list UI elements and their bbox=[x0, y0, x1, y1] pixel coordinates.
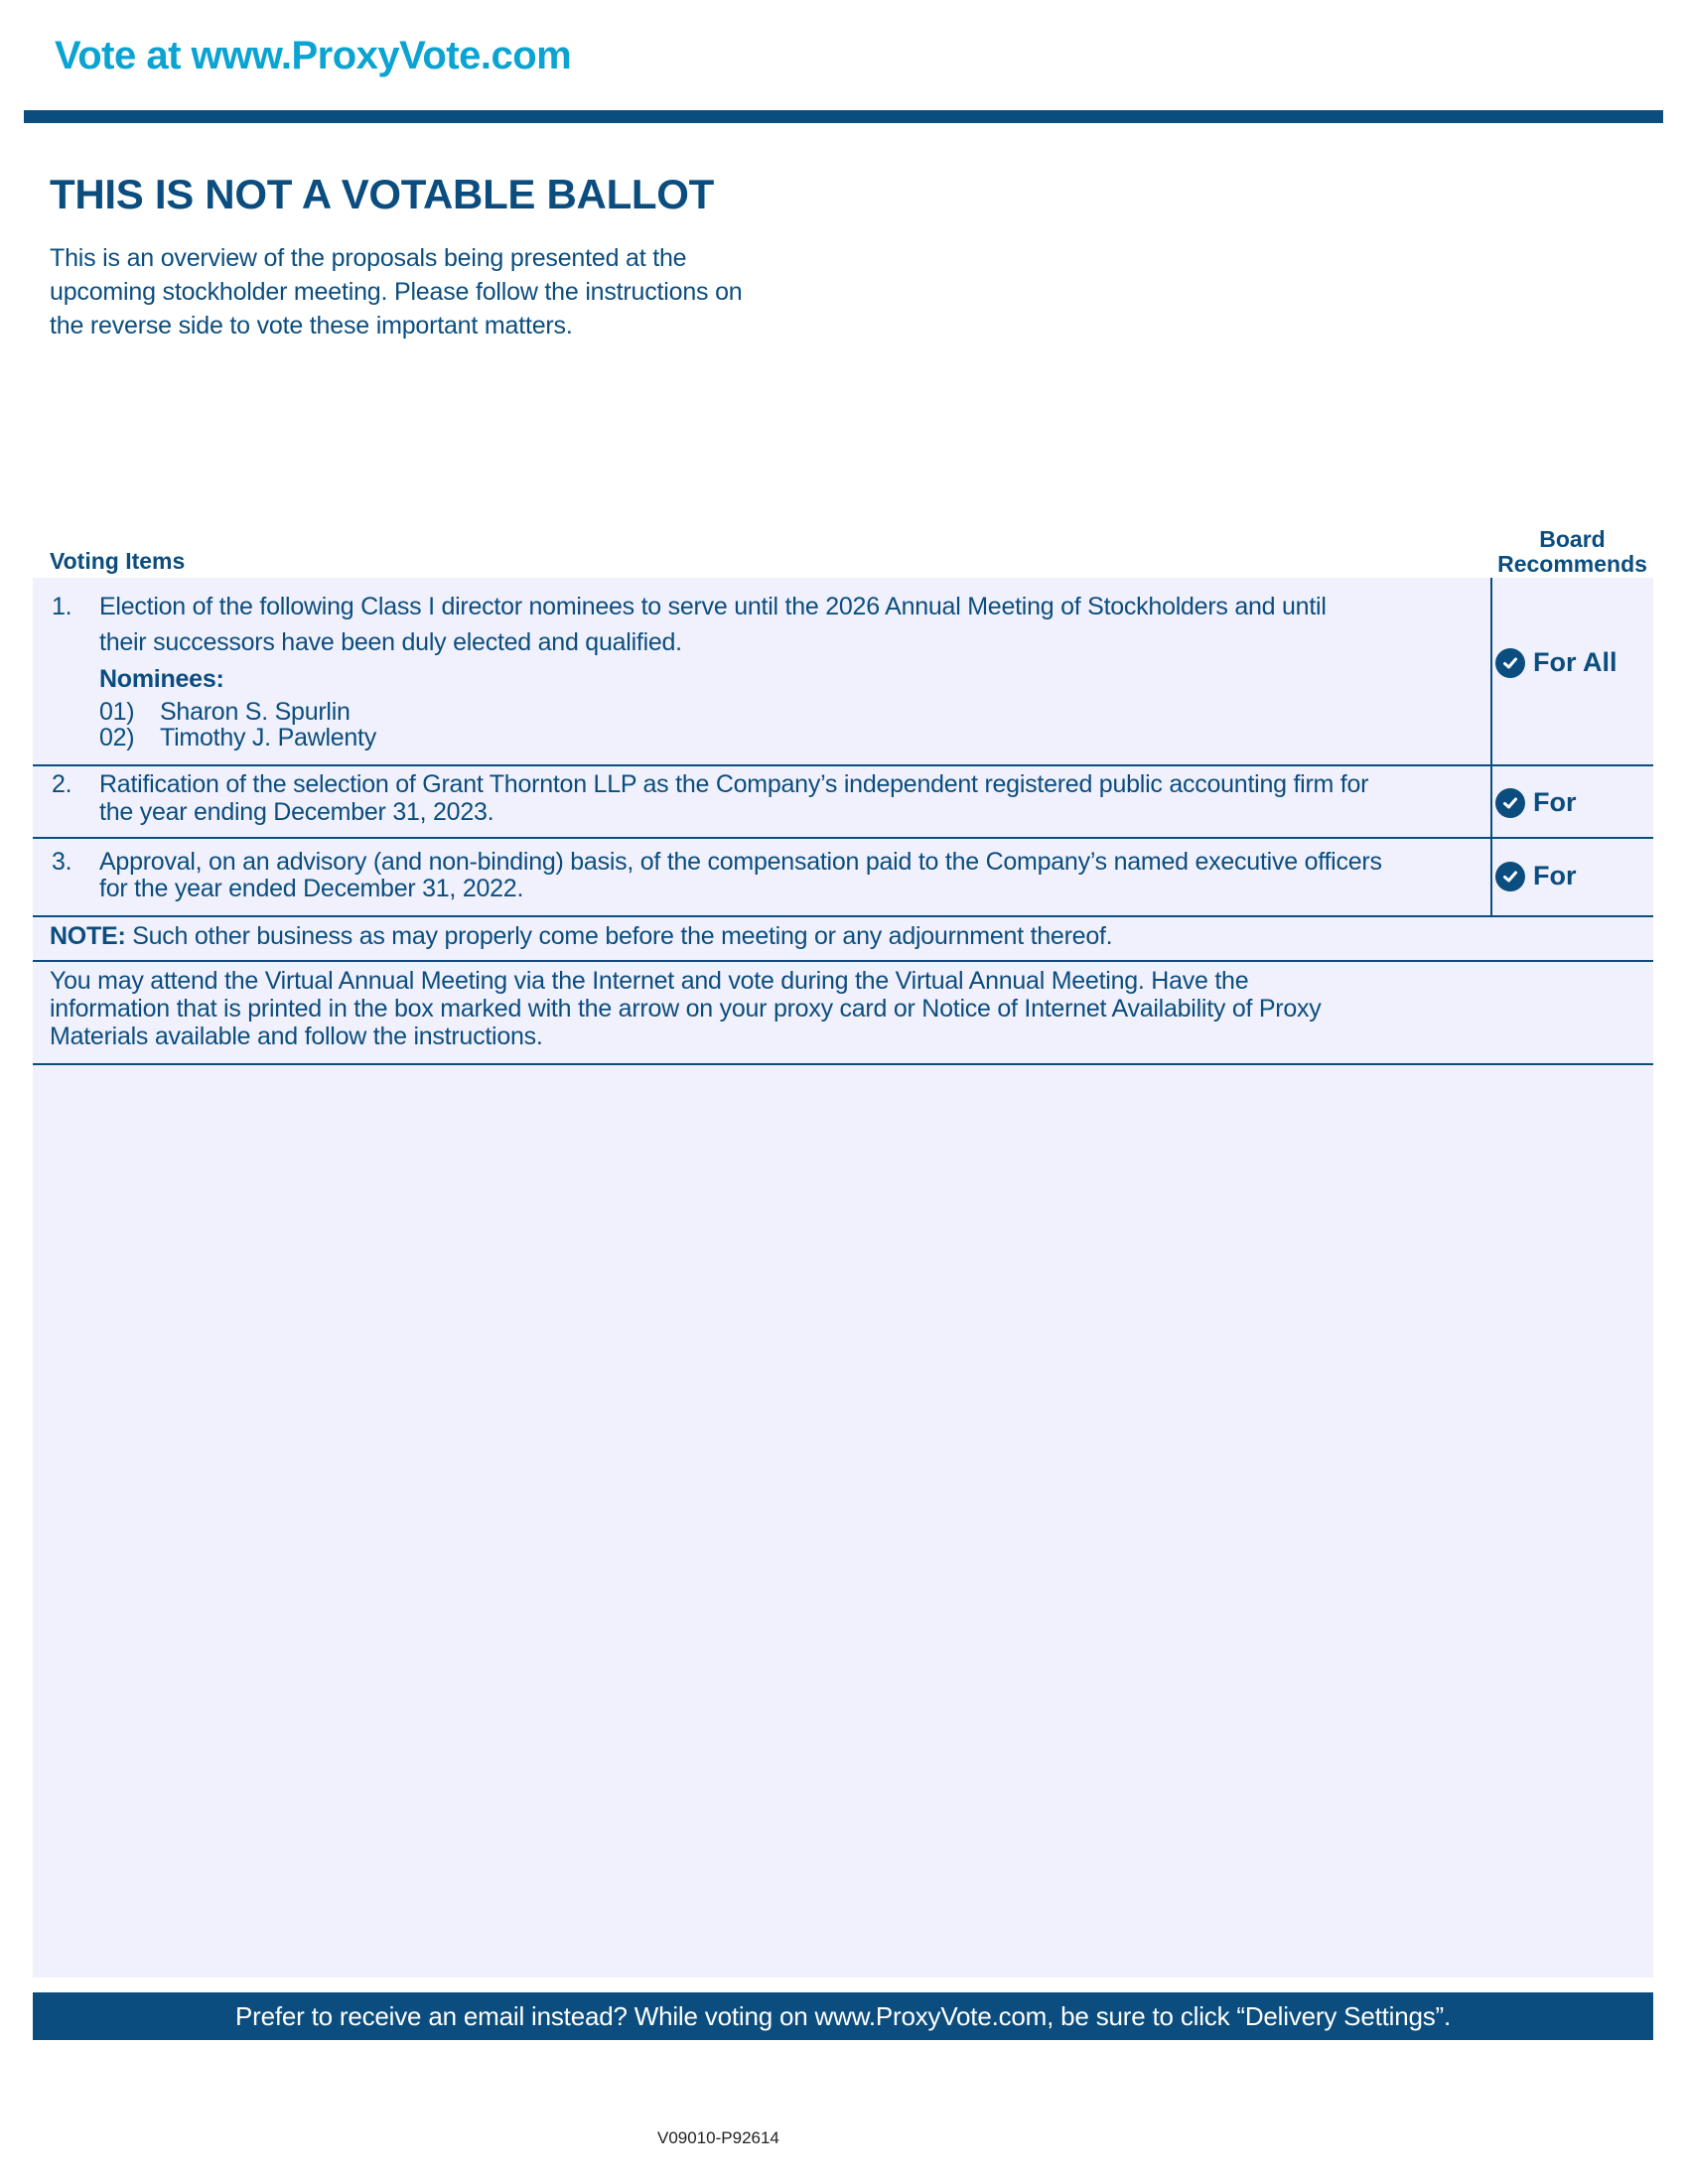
page-heading: THIS IS NOT A VOTABLE BALLOT bbox=[50, 171, 715, 217]
virtual-meeting-line: information that is printed in the box marked with the arrow on your proxy card or Notice of Internet Availability of Proxy bbox=[50, 995, 1322, 1023]
nominee-number: 01) bbox=[99, 698, 135, 726]
note-body: Such other business as may properly come before the meeting or any adjournment thereof. bbox=[125, 922, 1113, 950]
nominees-label: Nominees: bbox=[99, 665, 224, 693]
intro-text-line: This is an overview of the proposals being presented at the bbox=[50, 244, 687, 272]
recommendation-label: For All bbox=[1533, 647, 1618, 677]
item-number: 1. bbox=[52, 593, 72, 620]
check-circle-icon bbox=[1495, 648, 1525, 678]
site-title: Vote at www.ProxyVote.com bbox=[55, 34, 572, 77]
row-divider bbox=[33, 764, 1653, 766]
row-divider bbox=[33, 960, 1653, 962]
item-text-line: Approval, on an advisory (and non-binding) basis, of the compensation paid to the Company’s named executive officers bbox=[99, 848, 1382, 876]
note-label: NOTE: bbox=[50, 922, 126, 950]
row-divider bbox=[33, 915, 1653, 917]
column-header-board-recommends: Board Recommends bbox=[1497, 526, 1647, 577]
board-recommendation bbox=[1495, 861, 1577, 891]
banner-text: Prefer to receive an email instead? While voting on www.ProxyVote.com, be sure to click “Delivery Settings”. bbox=[234, 2001, 1452, 2031]
intro-text-line: upcoming stockholder meeting. Please follow the instructions on bbox=[50, 278, 743, 306]
column-divider bbox=[1490, 578, 1492, 916]
nominee-name: Timothy J. Pawlenty bbox=[160, 724, 377, 751]
document-code: V09010-P92614 bbox=[657, 2128, 779, 2147]
item-number: 3. bbox=[52, 848, 72, 876]
check-circle-icon bbox=[1495, 788, 1525, 818]
column-header-voting-items: Voting Items bbox=[50, 548, 186, 574]
header-divider-bar bbox=[24, 110, 1663, 123]
note-text bbox=[50, 922, 1112, 951]
intro-text-line: the reverse side to vote these important matters. bbox=[50, 312, 573, 340]
board-recommendation bbox=[1495, 647, 1618, 678]
recommendation-label: For bbox=[1533, 861, 1577, 890]
row-divider bbox=[33, 837, 1653, 839]
item-text-line: the year ending December 31, 2023. bbox=[99, 798, 494, 826]
recommendation-label: For bbox=[1533, 787, 1577, 817]
nominee-number: 02) bbox=[99, 724, 135, 751]
board-recommendation bbox=[1495, 787, 1577, 818]
nominee-name: Sharon S. Spurlin bbox=[160, 698, 351, 726]
virtual-meeting-line: You may attend the Virtual Annual Meeting via the Internet and vote during the Virtual Annual Meeting. Have the bbox=[50, 967, 1249, 995]
item-text-line: their successors have been duly elected and qualified. bbox=[99, 628, 682, 656]
row-divider bbox=[33, 1063, 1653, 1065]
item-text-line: Election of the following Class I director nominees to serve until the 2026 Annual Meeting of Stockholders and until bbox=[99, 593, 1327, 620]
check-circle-icon bbox=[1495, 862, 1525, 891]
item-number: 2. bbox=[52, 770, 72, 798]
virtual-meeting-line: Materials available and follow the instructions. bbox=[50, 1023, 543, 1050]
item-text-line: Ratification of the selection of Grant Thornton LLP as the Company’s independent registered public accounting firm for bbox=[99, 770, 1369, 798]
item-text-line: for the year ended December 31, 2022. bbox=[99, 875, 524, 902]
